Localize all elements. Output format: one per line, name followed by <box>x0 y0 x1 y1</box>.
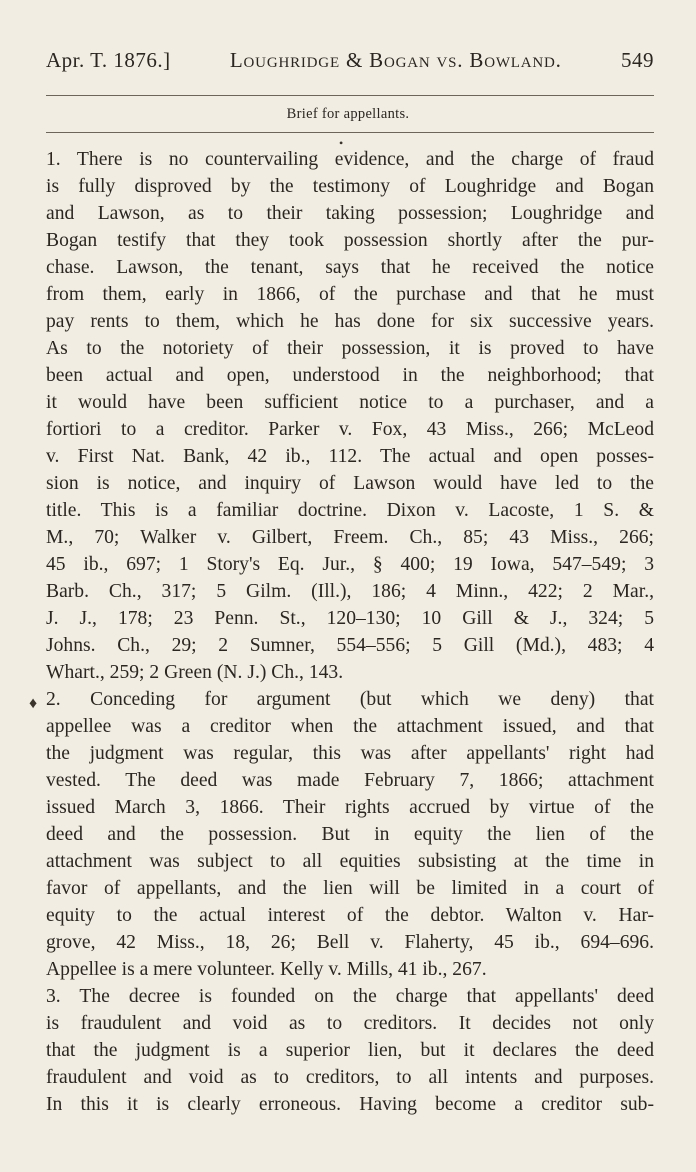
text-line: vested. The deed was made February 7, 1866; attachment <box>46 770 654 791</box>
text-line: fortiori to a creditor. Parker v. Fox, 43 Miss., 266; McLeod <box>46 419 654 440</box>
text-line: As to the notoriety of their possession, it is proved to have <box>46 338 654 359</box>
text-line: title. This is a familiar doctrine. Dixon v. Lacoste, 1 S. & <box>46 500 654 521</box>
running-header <box>46 48 654 73</box>
text-line: grove, 42 Miss., 18, 26; Bell v. Flaherty, 45 ib., 694–696. <box>46 932 654 953</box>
text-line: that the judgment is a superior lien, but it declares the deed <box>46 1040 654 1061</box>
text-line: J. J., 178; 23 Penn. St., 120–130; 10 Gill & J., 324; 5 <box>46 608 654 629</box>
text-line: In this it is clearly erroneous. Having become a creditor sub- <box>46 1094 654 1115</box>
text-line: and Lawson, as to their taking possession; Loughridge and <box>46 203 654 224</box>
text-line: favor of appellants, and the lien will be limited in a court of <box>46 878 654 899</box>
text-line: 1. There is no countervailing evidence, and the charge of fraud <box>46 149 654 170</box>
text-line: from them, early in 1866, of the purchase and that he must <box>46 284 654 305</box>
text-line: 3. The decree is founded on the charge that appellants' deed <box>46 986 654 1007</box>
text-line: 2. Conceding for argument (but which we deny) that <box>46 689 654 710</box>
text-line: Appellee is a mere volunteer. Kelly v. Mills, 41 ib., 267. <box>46 959 487 980</box>
text-line: it would have been sufficient notice to a purchaser, and a <box>46 392 654 413</box>
text-line: is fraudulent and void as to creditors. It decides not only <box>46 1013 654 1034</box>
text-line: M., 70; Walker v. Gilbert, Freem. Ch., 85; 43 Miss., 266; <box>46 527 654 548</box>
text-line: equity to the actual interest of the debtor. Walton v. Har- <box>46 905 654 926</box>
text-line: is fully disproved by the testimony of Loughridge and Bogan <box>46 176 654 197</box>
text-line: deed and the possession. But in equity the lien of the <box>46 824 654 845</box>
top-rule <box>46 95 654 96</box>
text-line: appellee was a creditor when the attachment issued, and that <box>46 716 654 737</box>
text-line: fraudulent and void as to creditors, to all intents and purposes. <box>46 1067 654 1088</box>
section-subhead: Brief for appellants. <box>286 106 410 122</box>
text-line: pay rents to them, which he has done for six successive years. <box>46 311 654 332</box>
print-mark-margin: ♦ <box>29 695 38 712</box>
page-number: 549 <box>621 48 654 72</box>
text-line: Barb. Ch., 317; 5 Gilm. (Ill.), 186; 4 Minn., 422; 2 Mar., <box>46 581 654 602</box>
text-line: chase. Lawson, the tenant, says that he received the notice <box>46 257 654 278</box>
text-line: v. First Nat. Bank, 42 ib., 112. The actual and open posses- <box>46 446 654 467</box>
brief-body <box>46 146 654 1118</box>
text-line: Bogan testify that they took possession shortly after the pur- <box>46 230 654 251</box>
text-line: 45 ib., 697; 1 Story's Eq. Jur., § 400; 19 Iowa, 547–549; 3 <box>46 554 654 575</box>
text-line: the judgment was regular, this was after appellants' right had <box>46 743 654 764</box>
text-line: been actual and open, understood in the neighborhood; that <box>46 365 654 386</box>
text-line: issued March 3, 1866. Their rights accrued by virtue of the <box>46 797 654 818</box>
bottom-rule <box>46 132 654 133</box>
term-label: Apr. T. 1876.] <box>46 48 171 72</box>
text-line: Johns. Ch., 29; 2 Sumner, 554–556; 5 Gill (Md.), 483; 4 <box>46 635 654 656</box>
text-line: sion is notice, and inquiry of Lawson would have led to the <box>46 473 654 494</box>
case-title: Loughridge & Bogan vs. Bowland. <box>229 48 562 72</box>
text-line: attachment was subject to all equities subsisting at the time in <box>46 851 654 872</box>
print-mark-top: • <box>339 136 344 150</box>
text-line: Whart., 259; 2 Green (N. J.) Ch., 143. <box>46 662 344 683</box>
